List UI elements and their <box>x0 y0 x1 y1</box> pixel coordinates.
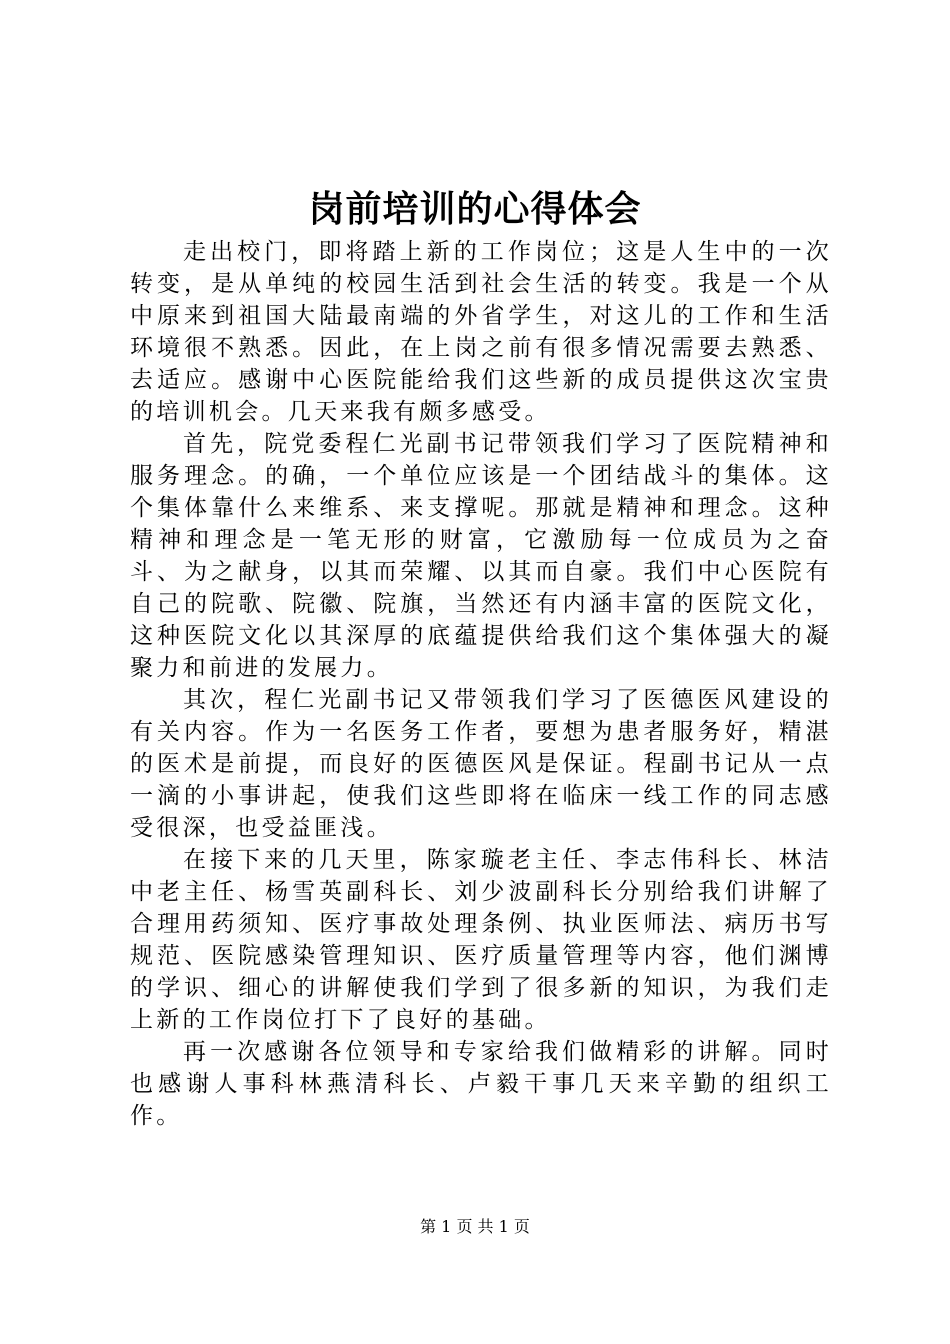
document-title: 岗前培训的心得体会 <box>308 188 642 230</box>
paragraph-5: 再一次感谢各位领导和专家给我们做精彩的讲解。同时也感谢人事科林燕清科长、卢毅干事几天来辛勤的组织工作。 <box>130 1039 832 1129</box>
paragraph-2: 首先，院党委程仁光副书记带领我们学习了医院精神和服务理念。的确，一个单位应该是一个团结战斗的集体。这个集体靠什么来维系、来支撑呢。那就是精神和理念。这种精神和理念是一笔无形的财富，它激励每一位成员为之奋斗、为之献身，以其而荣耀、以其而自豪。我们中心医院有自己的院歌、院徽、院旗，当然还有内涵丰富的医院文化，这种医院文化以其深厚的底蕴提供给我们这个集体强大的凝聚力和前进的发展力。 <box>130 431 832 681</box>
page-footer: 第 1 页 共 1 页 <box>420 1217 530 1236</box>
paragraph-1: 走出校门，即将踏上新的工作岗位；这是人生中的一次转变，是从单纯的校园生活到社会生活的转变。我是一个从中原来到祖国大陆最南端的外省学生，对这儿的工作和生活环境很不熟悉。因此，在上岗之前有很多情况需要去熟悉、去适应。感谢中心医院能给我们这些新的成员提供这次宝贵的培训机会。几天来我有颇多感受。 <box>130 239 832 425</box>
paragraph-3: 其次，程仁光副书记又带领我们学习了医德医风建设的有关内容。作为一名医务工作者，要想为患者服务好，精湛的医术是前提，而良好的医德医风是保证。程副书记从一点一滴的小事讲起，使我们这些即将在临床一线工作的同志感受很深，也受益匪浅。 <box>130 687 832 841</box>
document-body <box>130 236 832 1132</box>
paragraph-4: 在接下来的几天里，陈家璇老主任、李志伟科长、林洁中老主任、杨雪英副科长、刘少波副科长分别给我们讲解了合理用药须知、医疗事故处理条例、执业医师法、病历书写规范、医院感染管理知识、医疗质量管理等内容，他们渊博的学识、细心的讲解使我们学到了很多新的知识，为我们走上新的工作岗位打下了良好的基础。 <box>130 847 832 1033</box>
